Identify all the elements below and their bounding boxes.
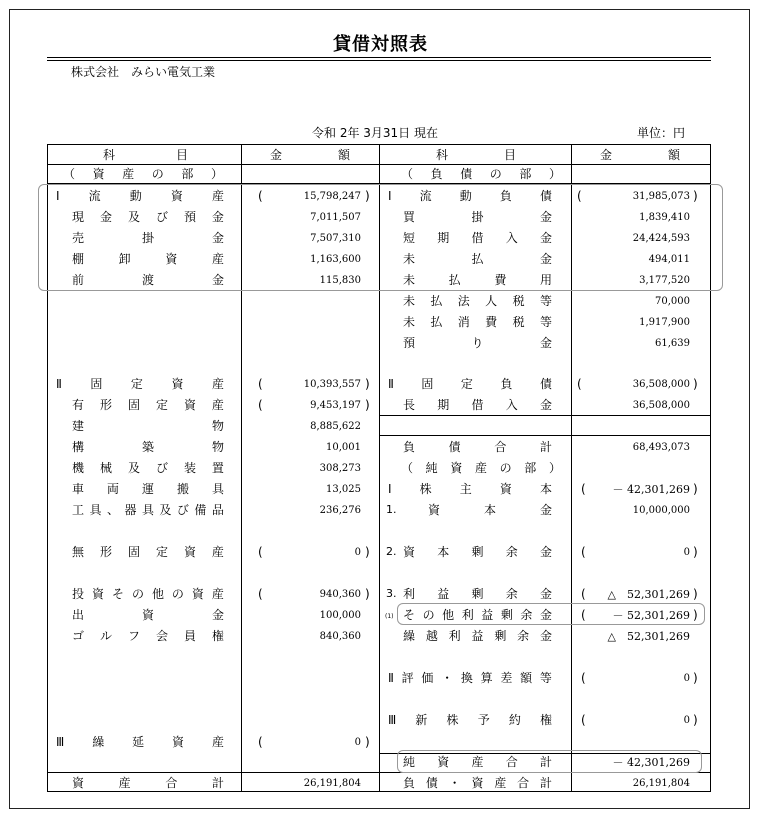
paren-open: (: [581, 671, 586, 685]
na-retained-amount: △ 52,301,269: [607, 588, 690, 601]
na-capital: 資 本 金: [428, 503, 552, 517]
asset-total: 資 産 合 計: [72, 776, 224, 790]
asset-vehicles-amount: 13,025: [326, 484, 361, 495]
asset-deferred-amount: 0: [354, 737, 361, 748]
asset-receivable: 売 掛 金: [72, 231, 224, 245]
liab-accrued: 未 払 金: [403, 252, 552, 266]
asset-fixed-amount: 10,393,557: [303, 379, 361, 390]
paren-close: ): [693, 713, 698, 727]
paren-open: (: [258, 587, 263, 601]
paren-close: ): [693, 671, 698, 685]
asset-tangible-amount: 9,453,197: [310, 400, 361, 411]
asset-total-amount: 26,191,804: [303, 778, 361, 789]
liab-fixed-amount: 36,508,000: [632, 379, 690, 390]
paren-open: (: [581, 587, 586, 601]
net-assets-total-highlight: [397, 750, 702, 773]
liab-total: 負 債 合 計: [403, 440, 552, 454]
na-capital-num: 1.: [386, 503, 397, 516]
na-other-retained-amount: － 52,301,269: [612, 609, 690, 622]
paren-open: (: [577, 189, 582, 203]
paren-close: ): [693, 587, 698, 601]
current-items-highlight: [38, 184, 723, 291]
liab-accrued-exp: 未 払 費 用: [403, 273, 552, 287]
section-liabilities: （ 負 債 の 部 ）: [401, 167, 561, 181]
asset-prepaid: 前 渡 金: [72, 273, 224, 287]
unit-label: 単位：円: [637, 126, 686, 140]
row-divider: [380, 415, 710, 416]
na-valuation: Ⅱ 評 価 ・ 換 算 差 額 等: [388, 671, 552, 685]
asset-current: Ⅰ 流 動 資 産: [56, 189, 224, 203]
na-capital-surplus-amount: 0: [683, 547, 690, 558]
paren-close: ): [693, 482, 698, 496]
paren-close: ): [693, 189, 698, 203]
paren-open: (: [581, 482, 586, 496]
asset-fixed: Ⅱ 固 定 資 産: [56, 377, 224, 391]
asset-inventory-amount: 1,163,600: [310, 254, 361, 265]
section-net-assets: （ 純 資 産 の 部 ）: [401, 461, 561, 475]
asset-building: 建 物: [72, 419, 224, 433]
paren-close: ): [693, 608, 698, 622]
na-capital-surplus: 資 本 剰 余 金: [403, 545, 552, 559]
paren-open: (: [581, 608, 586, 622]
other-retained-highlight: [397, 603, 705, 625]
paren-close: ): [693, 545, 698, 559]
paren-close: ): [365, 398, 370, 412]
paren-close: ): [365, 545, 370, 559]
asset-structure: 構 築 物: [72, 440, 224, 454]
asset-cash: 現 金 及 び 預 金: [72, 210, 224, 224]
asset-machinery-amount: 308,273: [319, 463, 361, 474]
asset-golf-amount: 840,360: [319, 631, 361, 642]
liab-total-amount: 68,493,073: [632, 442, 690, 453]
na-warrants-amount: 0: [683, 715, 690, 726]
asset-investments-amount: 940,360: [319, 589, 361, 600]
asset-receivable-amount: 7,507,310: [310, 233, 361, 244]
liab-deposits: 預 り 金: [403, 336, 552, 350]
na-carried-amount: △ 52,301,269: [607, 630, 690, 643]
asset-tangible: 有 形 固 定 資 産: [72, 398, 224, 412]
liab-payable-amount: 1,839,410: [639, 212, 690, 223]
na-equity-amount: － 42,301,269: [612, 483, 690, 496]
asset-current-amount: 15,798,247: [303, 191, 361, 202]
paren-open: (: [258, 545, 263, 559]
title-rule: [47, 57, 711, 58]
na-valuation-amount: 0: [683, 673, 690, 684]
na-capital-amount: 10,000,000: [632, 505, 690, 516]
paren-open: (: [258, 377, 263, 391]
liab-accrued-amount: 494,011: [648, 254, 690, 265]
report-date: 令和 2年 3月31日 現在: [312, 126, 438, 140]
liab-current: Ⅰ 流 動 負 債: [388, 189, 552, 203]
asset-vehicles: 車 両 運 搬 具: [72, 482, 224, 496]
na-retained: 利 益 剰 余 金: [403, 587, 552, 601]
asset-inventory: 棚 卸 資 産: [72, 252, 224, 266]
asset-capital-contrib: 出 資 金: [72, 608, 224, 622]
asset-prepaid-amount: 115,830: [319, 275, 361, 286]
paren-open: (: [581, 713, 586, 727]
na-equity: Ⅰ 株 主 資 本: [388, 482, 552, 496]
liab-consumption-tax: 未 払 消 費 税 等: [403, 315, 552, 329]
na-warrants: Ⅲ 新 株 予 約 権: [388, 713, 552, 727]
header-item-left: 科 目: [103, 148, 188, 162]
liab-long-loan: 長 期 借 入 金: [403, 398, 552, 412]
na-retained-num: 3.: [386, 587, 397, 600]
header-item-right: 科 目: [436, 148, 516, 162]
asset-structure-amount: 10,001: [326, 442, 361, 453]
liab-long-loan-amount: 36,508,000: [632, 400, 690, 411]
asset-building-amount: 8,885,622: [310, 421, 361, 432]
header-amount-left: 金 額: [270, 148, 350, 162]
grand-total: 負 債 ・ 資 産 合 計: [403, 776, 552, 790]
paren-open: (: [258, 735, 263, 749]
paren-close: ): [365, 587, 370, 601]
liab-corp-tax-amount: 70,000: [655, 296, 690, 307]
row-divider: [48, 164, 710, 165]
asset-tools-amount: 236,276: [319, 505, 361, 516]
asset-deferred: Ⅲ 繰 延 資 産: [56, 735, 224, 749]
na-carried: 繰 越 利 益 剰 余 金: [403, 629, 552, 643]
asset-tools: 工 具 、 器 具 及 び 備 品: [72, 503, 224, 517]
liab-short-loan-amount: 24,424,593: [632, 233, 690, 244]
paren-open: (: [581, 545, 586, 559]
grand-total-amount: 26,191,804: [632, 778, 690, 789]
title-rule: [47, 60, 711, 61]
paren-close: ): [365, 377, 370, 391]
liab-current-amount: 31,985,073: [632, 191, 690, 202]
header-amount-right: 金 額: [600, 148, 680, 162]
liab-accrued-exp-amount: 3,177,520: [639, 275, 690, 286]
paren-close: ): [365, 189, 370, 203]
liab-corp-tax: 未 払 法 人 税 等: [403, 294, 552, 308]
liab-consumption-tax-amount: 1,917,900: [639, 317, 690, 328]
paren-open: (: [258, 398, 263, 412]
asset-cash-amount: 7,011,507: [310, 212, 361, 223]
liab-payable: 買 掛 金: [403, 210, 552, 224]
company-name: 株式会社 みらい電気工業: [71, 65, 216, 79]
paren-open: (: [258, 189, 263, 203]
liab-fixed: Ⅱ 固 定 負 債: [388, 377, 552, 391]
asset-investments: 投 資 そ の 他 の 資 産: [72, 587, 224, 601]
asset-golf: ゴ ル フ 会 員 権: [72, 629, 224, 643]
row-divider: [380, 435, 710, 436]
document-title: 貸借対照表: [333, 34, 428, 55]
na-total: 純 資 産 合 計: [403, 755, 552, 769]
asset-machinery: 機 械 及 び 装 置: [72, 461, 224, 475]
paren-close: ): [693, 377, 698, 391]
na-capital-surplus-num: 2.: [386, 545, 397, 558]
na-other-retained-num: (1): [385, 613, 394, 620]
paren-open: (: [577, 377, 582, 391]
liab-short-loan: 短 期 借 入 金: [403, 231, 552, 245]
section-assets: （ 資 産 の 部 ）: [63, 167, 223, 181]
paren-close: ): [365, 735, 370, 749]
na-total-amount: － 42,301,269: [612, 756, 690, 769]
asset-intangible-amount: 0: [354, 547, 361, 558]
liab-deposits-amount: 61,639: [655, 338, 690, 349]
asset-capital-contrib-amount: 100,000: [319, 610, 361, 621]
na-other-retained: そ の 他 利 益 剰 余 金: [403, 608, 552, 622]
asset-intangible: 無 形 固 定 資 産: [72, 545, 224, 559]
